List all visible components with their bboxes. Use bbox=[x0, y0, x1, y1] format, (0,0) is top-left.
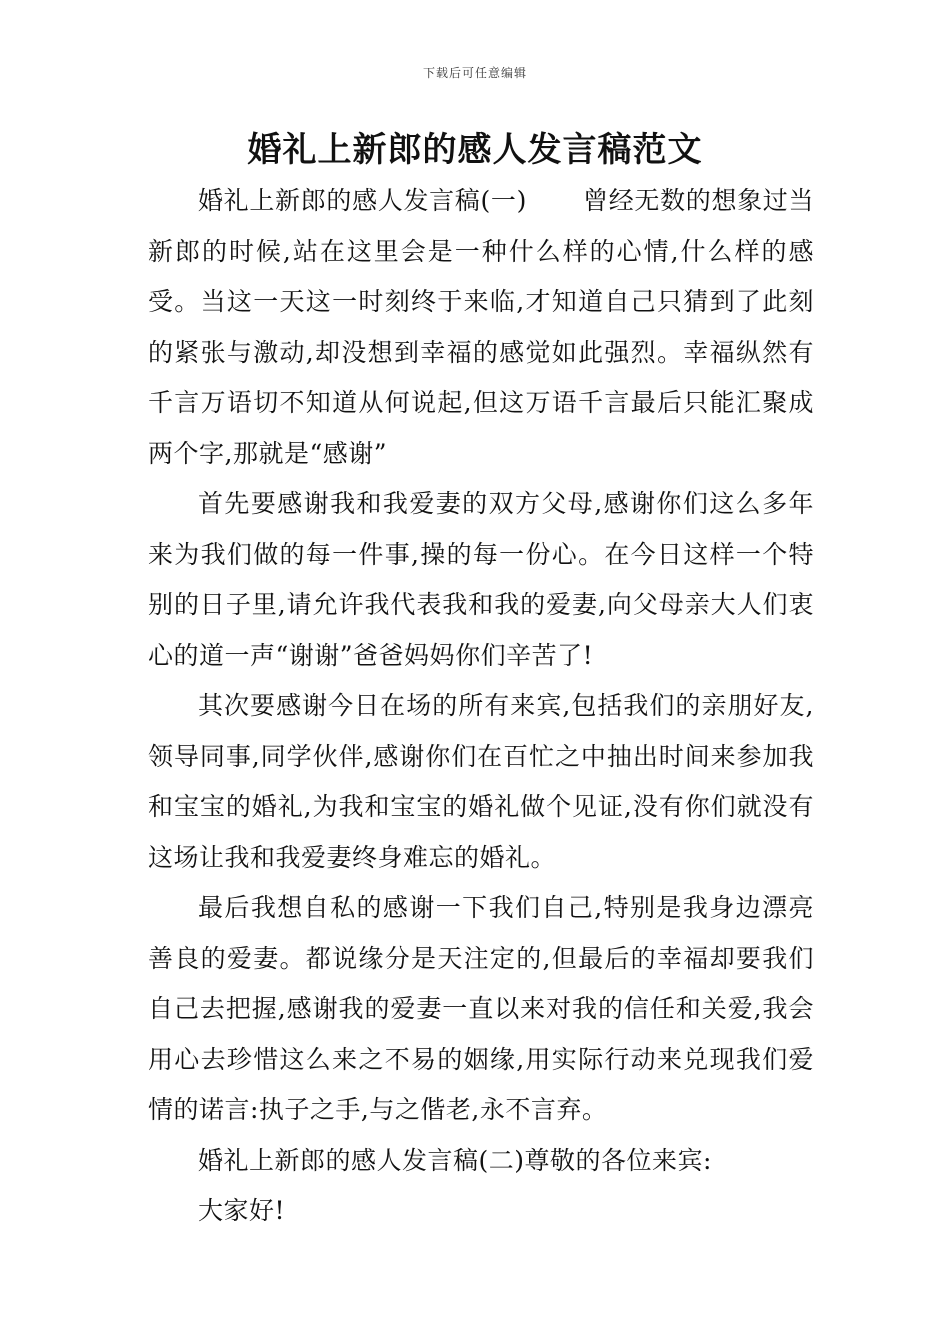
paragraph-5: 婚礼上新郎的感人发言稿(二)尊敬的各位来宾: bbox=[198, 1145, 712, 1175]
paragraph-3: 其次要感谢今日在场的所有来宾,包括我们的亲朋好友,领导同事,同学伙伴,感谢你们在百忙之中抽出时间来参加我和宝宝的婚礼,为我和宝宝的婚礼做个见证,没有你们就没有这场让我和我爱妻终身难忘的婚礼。 bbox=[148, 691, 814, 872]
document-body bbox=[148, 176, 814, 1237]
section-heading-1: 婚礼上新郎的感人发言稿(一) bbox=[198, 186, 527, 215]
paragraph-6: 大家好! bbox=[198, 1196, 286, 1225]
paragraph-1-text: 曾经无数的想象过当新郎的时候,站在这里会是一种什么样的心情,什么样的感受。当这一天这一时刻终于来临,才知道自己只猜到了此刻的紧张与激动,却没想到幸福的感觉如此强烈。幸福纵然有千言万语切不知道从何说起,但这万语千言最后只能汇聚成两个字,那就是“感谢” bbox=[148, 186, 814, 468]
document-title: 婚礼上新郎的感人发言稿范文 bbox=[247, 130, 703, 170]
paragraph-1 bbox=[148, 176, 814, 479]
paragraph-4: 最后我想自私的感谢一下我们自己,特别是我身边漂亮善良的爱妻。都说缘分是天注定的,但最后的幸福却要我们自己去把握,感谢我的爱妻一直以来对我的信任和关爱,我会用心去珍惜这么来之不易的姻缘,用实际行动来兑现我们爱情的诺言:执子之手,与之偕老,永不言弃。 bbox=[148, 893, 814, 1124]
paragraph-2: 首先要感谢我和我爱妻的双方父母,感谢你们这么多年来为我们做的每一件事,操的每一份心。在今日这样一个特别的日子里,请允许我代表我和我的爱妻,向父母亲大人们衷心的道一声“谢谢”爸爸妈妈你们辛苦了! bbox=[148, 489, 814, 670]
header-note: 下载后可任意编辑 bbox=[422, 66, 527, 80]
